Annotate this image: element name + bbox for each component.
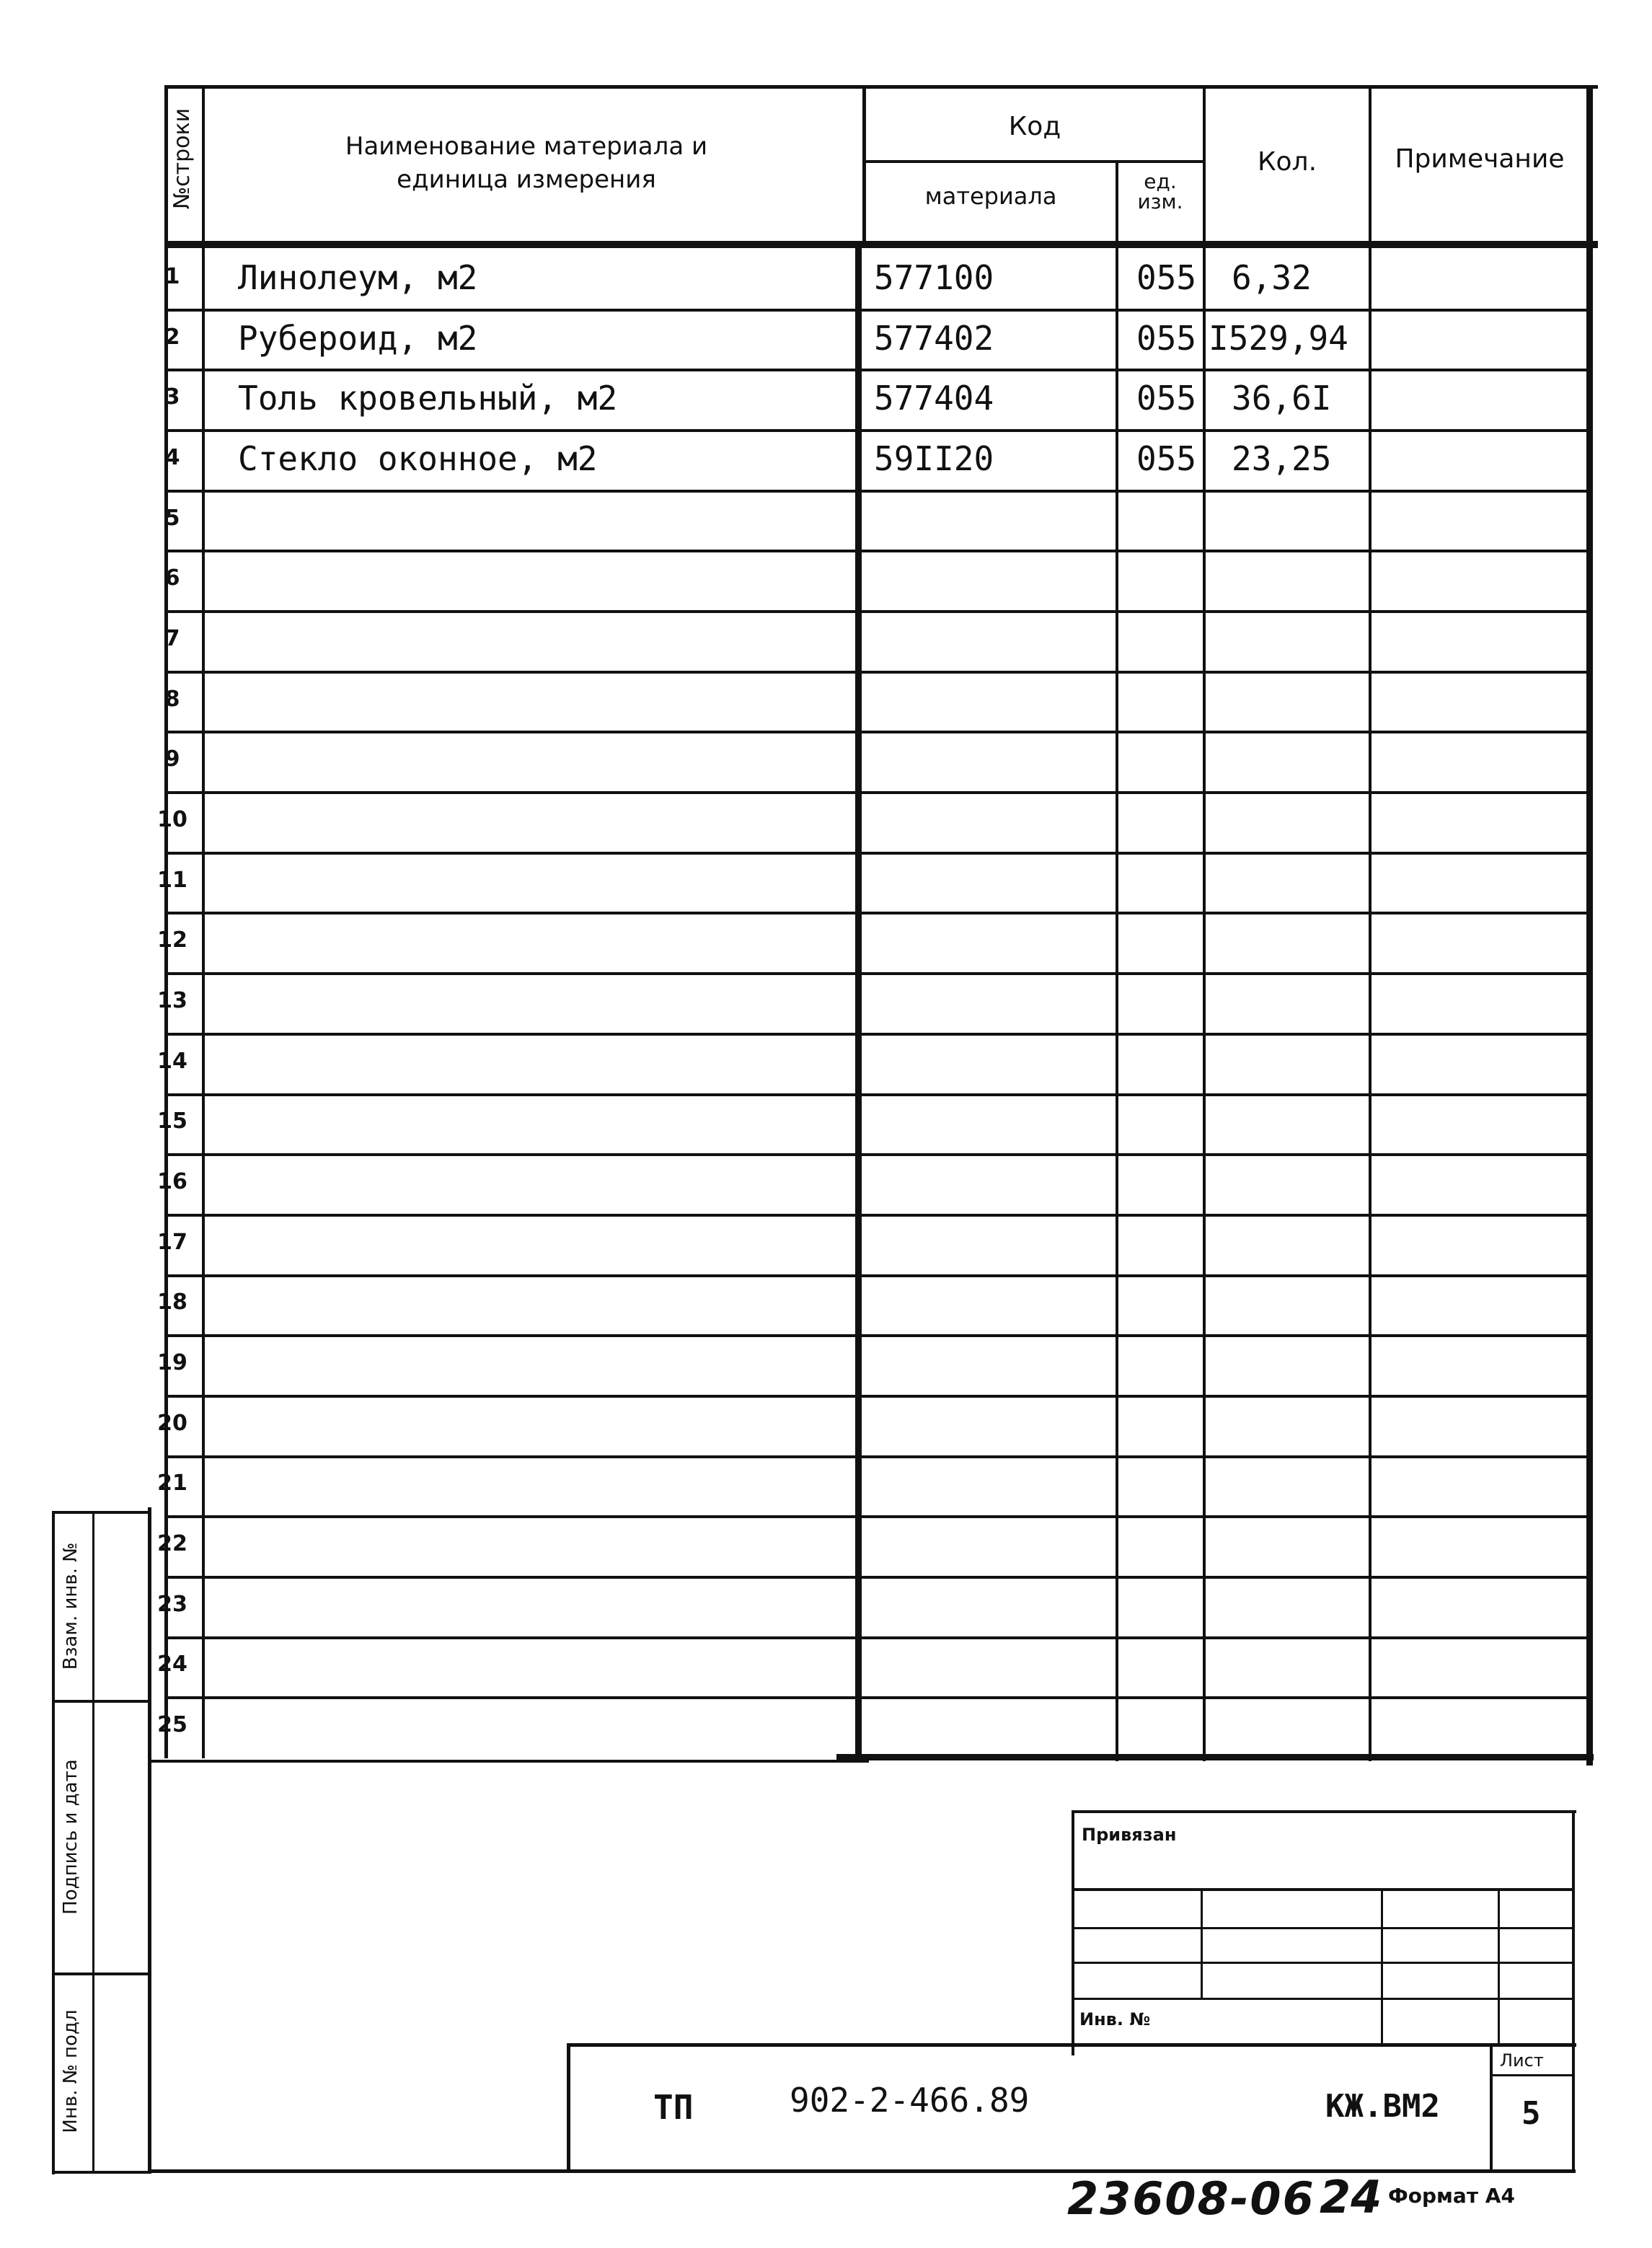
sheet-col-border bbox=[1490, 2043, 1493, 2172]
header-bottom-border bbox=[166, 241, 1598, 248]
binding-col-3 bbox=[1498, 1888, 1500, 2043]
sheet-label: Лист bbox=[1500, 2050, 1544, 2071]
row-separator bbox=[166, 1636, 1590, 1639]
header-code: Код bbox=[1008, 112, 1061, 141]
stamp-bottom-border bbox=[52, 2171, 151, 2174]
row-number: 14 bbox=[157, 1049, 187, 1074]
row-separator bbox=[166, 1093, 1590, 1096]
binding-inv-no: Инв. № bbox=[1079, 2009, 1151, 2029]
row-number: 1 bbox=[164, 264, 180, 289]
stamp-vzam: Взам. инв. № bbox=[60, 1542, 81, 1670]
header-name-line2: единица измерения bbox=[397, 165, 656, 194]
sheet-number: 5 bbox=[1521, 2095, 1541, 2132]
binding-privyazan: Привязан bbox=[1082, 1825, 1177, 1845]
header-note: Примечание bbox=[1395, 144, 1565, 174]
stamp-divider-1 bbox=[52, 1700, 151, 1703]
quantity: I529,94 bbox=[1209, 319, 1348, 358]
rownum-right-border bbox=[202, 85, 205, 1758]
row-separator bbox=[166, 852, 1590, 855]
unit-code: 055 bbox=[1136, 258, 1197, 297]
header-unit-line2: изм. bbox=[1137, 190, 1183, 213]
row-number: 2 bbox=[164, 325, 180, 350]
quantity: 6,32 bbox=[1232, 258, 1312, 297]
unit-code: 055 bbox=[1136, 319, 1197, 358]
stamp-podpis: Подпись и дата bbox=[60, 1759, 81, 1915]
row-separator bbox=[166, 731, 1590, 733]
material-name: Стекло оконное, м2 bbox=[238, 439, 598, 478]
stamp-left-border bbox=[52, 1511, 55, 2174]
title-tp: ТП bbox=[653, 2088, 694, 2127]
handwritten-page: 24 bbox=[1320, 2171, 1382, 2223]
titleblock-top-border bbox=[567, 2043, 1576, 2047]
row-separator bbox=[166, 1274, 1590, 1277]
material-col-border bbox=[1116, 160, 1118, 1761]
row-number: 6 bbox=[164, 565, 180, 591]
row-number: 5 bbox=[164, 506, 180, 531]
unit-code: 055 bbox=[1136, 439, 1197, 478]
binding-col-2 bbox=[1381, 1888, 1383, 2043]
binding-left-border bbox=[1072, 1810, 1074, 2055]
row-number: 25 bbox=[157, 1712, 187, 1737]
row-number: 18 bbox=[157, 1290, 187, 1315]
qty-col-border bbox=[1369, 85, 1371, 1761]
binding-top-border bbox=[1072, 1810, 1576, 1813]
row-number: 12 bbox=[157, 927, 187, 953]
header-name-line1: Наименование материала и bbox=[345, 132, 708, 161]
format-label: Формат А4 bbox=[1388, 2184, 1515, 2208]
row-separator bbox=[166, 972, 1590, 975]
header-unit-line1: ед. bbox=[1144, 169, 1177, 193]
titleblock-right-border bbox=[1572, 2043, 1575, 2172]
table-bottom-left-border bbox=[148, 1760, 869, 1763]
material-code: 577402 bbox=[874, 319, 994, 358]
unit-code: 055 bbox=[1136, 379, 1197, 418]
row-number: 19 bbox=[157, 1350, 187, 1375]
row-number: 4 bbox=[164, 445, 180, 470]
handwritten-number: 23608-06 bbox=[1067, 2172, 1315, 2225]
row-number: 24 bbox=[157, 1652, 187, 1677]
row-separator bbox=[166, 1153, 1590, 1156]
row-separator bbox=[166, 1576, 1590, 1579]
row-number: 8 bbox=[164, 687, 180, 712]
row-number: 22 bbox=[157, 1531, 187, 1556]
table-top-border bbox=[166, 85, 1598, 89]
row-separator bbox=[166, 1515, 1590, 1518]
row-number: 13 bbox=[157, 988, 187, 1013]
quantity: 23,25 bbox=[1232, 439, 1332, 478]
row-separator bbox=[166, 1033, 1590, 1036]
row-number: 17 bbox=[157, 1230, 187, 1255]
titleblock-left-border bbox=[567, 2043, 570, 2173]
row-number: 9 bbox=[164, 746, 180, 772]
stamp-inner-border bbox=[92, 1511, 94, 2173]
stamp-top-border bbox=[52, 1511, 151, 1514]
row-separator bbox=[166, 429, 1590, 432]
row-separator bbox=[166, 1214, 1590, 1217]
row-separator bbox=[166, 610, 1590, 613]
sheet-label-divider bbox=[1490, 2074, 1575, 2076]
row-separator bbox=[166, 912, 1590, 914]
row-number: 11 bbox=[157, 868, 187, 893]
row-number: 7 bbox=[164, 626, 180, 651]
row-separator bbox=[166, 490, 1590, 493]
row-separator bbox=[166, 550, 1590, 552]
lower-left-border bbox=[148, 1507, 151, 2171]
header-material: материала bbox=[924, 182, 1057, 210]
row-number: 20 bbox=[157, 1411, 187, 1436]
material-name: Линолеум, м2 bbox=[238, 258, 478, 297]
row-separator bbox=[166, 309, 1590, 312]
table-right-border bbox=[1586, 85, 1593, 1766]
row-separator bbox=[166, 791, 1590, 794]
material-code: 59II20 bbox=[874, 439, 994, 478]
stamp-inv-podl: Инв. № подл bbox=[60, 2009, 81, 2133]
row-separator bbox=[166, 1696, 1590, 1699]
row-number: 10 bbox=[157, 807, 187, 832]
row-number: 16 bbox=[157, 1169, 187, 1194]
row-separator bbox=[166, 1334, 1590, 1337]
table-bottom-border bbox=[836, 1754, 1594, 1760]
material-name: Толь кровельный, м2 bbox=[238, 379, 618, 418]
quantity: 36,6I bbox=[1232, 379, 1332, 418]
row-separator bbox=[166, 1395, 1590, 1398]
material-code: 577100 bbox=[874, 258, 994, 297]
header-row-no: №строки bbox=[169, 107, 195, 210]
row-number: 23 bbox=[157, 1592, 187, 1617]
code-subdivider bbox=[865, 160, 1206, 163]
name-col-border bbox=[855, 241, 862, 1763]
row-number: 15 bbox=[157, 1108, 187, 1134]
header-qty: Кол. bbox=[1257, 147, 1317, 177]
name-col-border-header bbox=[862, 85, 866, 247]
material-code: 577404 bbox=[874, 379, 994, 418]
material-name: Рубероид, м2 bbox=[238, 319, 478, 358]
title-mark: КЖ.ВМ2 bbox=[1325, 2088, 1440, 2125]
unit-col-border bbox=[1203, 85, 1206, 1761]
row-separator bbox=[166, 369, 1590, 371]
title-doc-number: 902-2-466.89 bbox=[790, 2081, 1030, 2120]
binding-right-border bbox=[1572, 1810, 1575, 2055]
binding-col-1 bbox=[1201, 1888, 1203, 2000]
row-separator bbox=[166, 1455, 1590, 1458]
row-separator bbox=[166, 671, 1590, 674]
row-number: 3 bbox=[164, 384, 180, 410]
row-number: 21 bbox=[157, 1471, 187, 1496]
